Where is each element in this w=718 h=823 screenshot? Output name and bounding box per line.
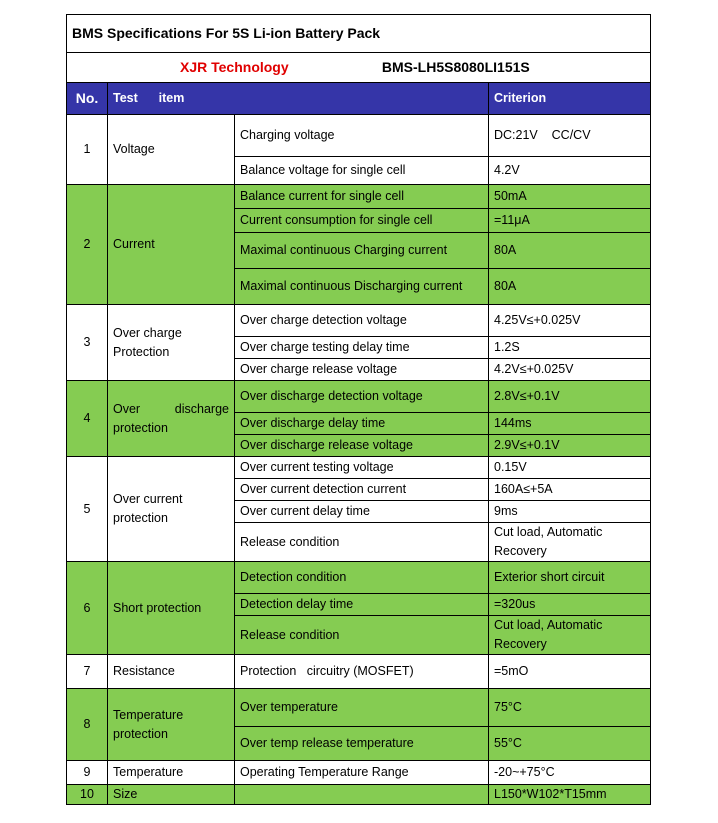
test-item: Over charge detection voltage — [235, 305, 489, 337]
section-name: Current — [108, 185, 235, 305]
criterion-value: 9ms — [489, 501, 651, 523]
table-row — [67, 562, 651, 594]
criterion-value: Exterior short circuit — [489, 562, 651, 594]
table-row — [67, 761, 651, 785]
test-item: Current consumption for single cell — [235, 209, 489, 233]
company-name: XJR Technology — [180, 59, 289, 75]
criterion-value: 4.2V — [489, 157, 651, 185]
test-item: Over current delay time — [235, 501, 489, 523]
header-row — [67, 83, 651, 115]
test-item: Release condition — [235, 523, 489, 562]
section-number: 3 — [67, 305, 108, 381]
section-name: Over discharge protection — [108, 381, 235, 457]
criterion-value: DC:21V CC/CV — [489, 115, 651, 157]
criterion-value: -20~+75°C — [489, 761, 651, 785]
test-item: Over charge testing delay time — [235, 337, 489, 359]
test-item: Maximal continuous Discharging current — [235, 269, 489, 305]
header-criterion: Criterion — [489, 83, 651, 115]
test-item: Operating Temperature Range — [235, 761, 489, 785]
test-item: Maximal continuous Charging current — [235, 233, 489, 269]
test-item: Balance voltage for single cell — [235, 157, 489, 185]
section-number: 7 — [67, 655, 108, 689]
section-number: 5 — [67, 457, 108, 562]
brand-row — [67, 53, 651, 83]
table-row — [67, 457, 651, 479]
section-name: Resistance — [108, 655, 235, 689]
section-number: 8 — [67, 689, 108, 761]
section-number: 2 — [67, 185, 108, 305]
test-item: Detection delay time — [235, 594, 489, 616]
section-name: Temperature protection — [108, 689, 235, 761]
criterion-value: 144ms — [489, 413, 651, 435]
spec-table-body — [67, 15, 651, 805]
criterion-value: =320us — [489, 594, 651, 616]
test-item: Over discharge detection voltage — [235, 381, 489, 413]
section-name: Voltage — [108, 115, 235, 185]
criterion-value: 1.2S — [489, 337, 651, 359]
section-number: 9 — [67, 761, 108, 785]
section-name: Short protection — [108, 562, 235, 655]
section-name: Over current protection — [108, 457, 235, 562]
test-item: Over discharge release voltage — [235, 435, 489, 457]
test-item: Protection circuitry (MOSFET) — [235, 655, 489, 689]
header-test-item: Test item — [108, 83, 489, 115]
table-row — [67, 305, 651, 337]
criterion-value: L150*W102*T15mm — [489, 785, 651, 805]
header-no: No. — [67, 83, 108, 115]
test-item: Detection condition — [235, 562, 489, 594]
section-name: Over charge Protection — [108, 305, 235, 381]
criterion-value: 80A — [489, 233, 651, 269]
test-item: Release condition — [235, 616, 489, 655]
criterion-value: 160A≤+5A — [489, 479, 651, 501]
test-item: Over discharge delay time — [235, 413, 489, 435]
test-item: Charging voltage — [235, 115, 489, 157]
test-item: Balance current for single cell — [235, 185, 489, 209]
table-row — [67, 115, 651, 157]
section-number: 10 — [67, 785, 108, 805]
test-item: Over temperature — [235, 689, 489, 727]
criterion-value: 75°C — [489, 689, 651, 727]
table-row — [67, 381, 651, 413]
criterion-value: 0.15V — [489, 457, 651, 479]
criterion-value: =5mO — [489, 655, 651, 689]
title-row — [67, 15, 651, 53]
section-number: 4 — [67, 381, 108, 457]
criterion-value: 50mA — [489, 185, 651, 209]
section-number: 6 — [67, 562, 108, 655]
test-item: Over current detection current — [235, 479, 489, 501]
criterion-value: =11μA — [489, 209, 651, 233]
criterion-value: 2.9V≤+0.1V — [489, 435, 651, 457]
test-item: Over current testing voltage — [235, 457, 489, 479]
criterion-value: 2.8V≤+0.1V — [489, 381, 651, 413]
brand-cell — [67, 53, 651, 83]
criterion-value: Cut load, Automatic Recovery — [489, 523, 651, 562]
criterion-value: 4.25V≤+0.025V — [489, 305, 651, 337]
section-name: Size — [108, 785, 235, 805]
section-number: 1 — [67, 115, 108, 185]
bms-spec-table — [66, 14, 651, 805]
table-row — [67, 689, 651, 727]
criterion-value: 55°C — [489, 727, 651, 761]
model-number: BMS-LH5S8080LI151S — [381, 59, 530, 75]
test-item — [235, 785, 489, 805]
criterion-value: 4.2V≤+0.025V — [489, 359, 651, 381]
table-row — [67, 785, 651, 805]
table-row — [67, 655, 651, 689]
test-item: Over temp release temperature — [235, 727, 489, 761]
criterion-value: 80A — [489, 269, 651, 305]
section-name: Temperature — [108, 761, 235, 785]
criterion-value: Cut load, Automatic Recovery — [489, 616, 651, 655]
test-item: Over charge release voltage — [235, 359, 489, 381]
document-title: BMS Specifications For 5S Li-ion Battery Pack — [67, 15, 651, 53]
table-row — [67, 185, 651, 209]
